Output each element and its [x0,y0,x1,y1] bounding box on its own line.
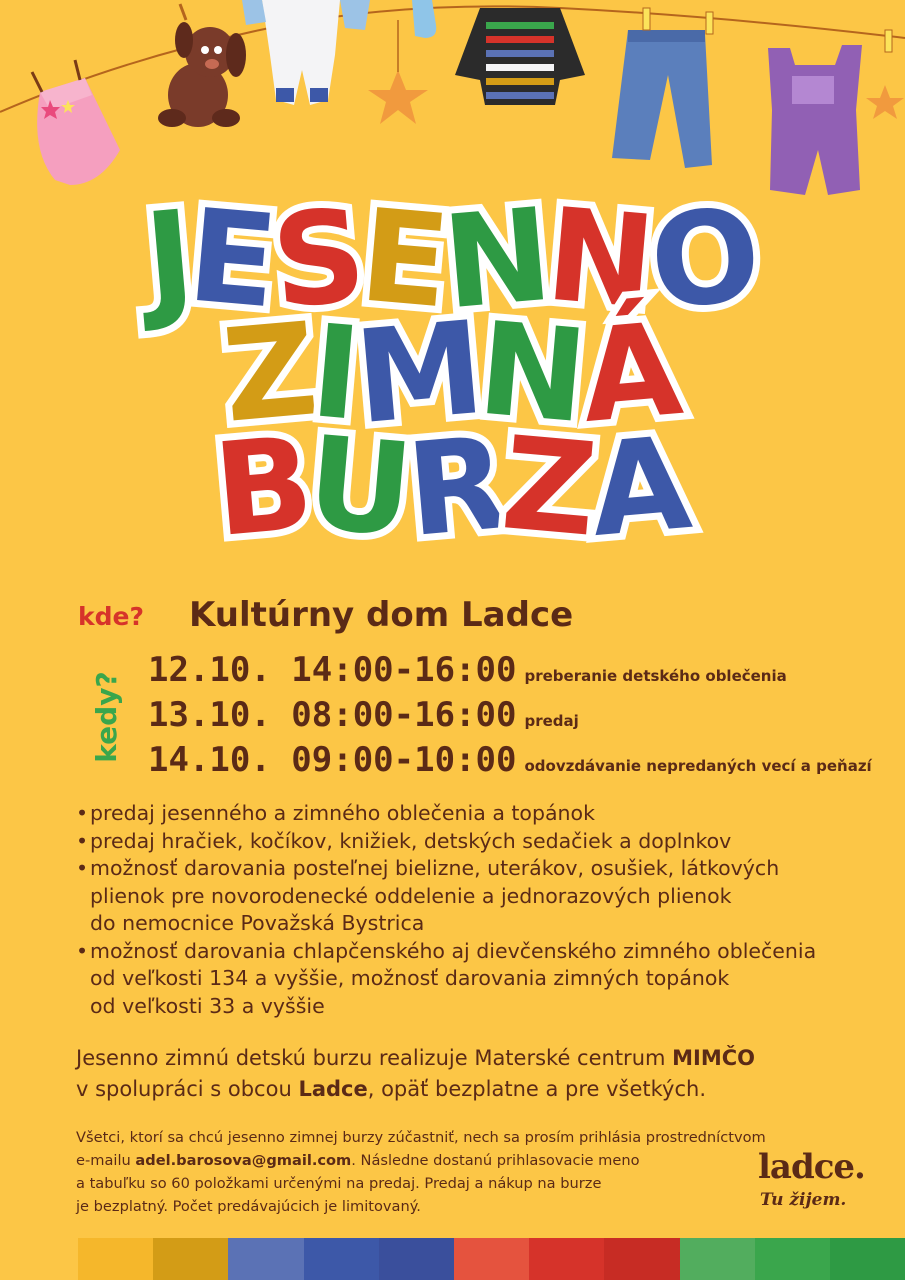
striped-sweater-icon [455,8,585,105]
organizer-text-part: , opäť bezplatne a pre všetkých. [367,1077,707,1101]
note-line: . Následne dostanú prihlasovacie meno [351,1152,640,1169]
note-line: e-mailu [76,1152,136,1169]
title-letter: Z [217,295,323,452]
title-letter: I [305,297,367,450]
stripe-segment [755,1238,830,1280]
title-letter: B [208,409,319,566]
list-item-text: do nemocnice Považská Bystrica [90,911,425,935]
offer-list [76,800,891,1020]
title-letter: S [266,181,372,338]
ladce-logo [758,1147,865,1210]
title-letter: R [401,408,513,567]
title-letter: Á [576,294,688,453]
logo-text: ladce. [758,1147,865,1187]
title-letter: A [585,408,697,567]
title-letter: N [437,180,558,339]
organizer-name: MIMČO [672,1046,756,1070]
jeans-icon [612,30,712,168]
when-note: preberanie detského oblečenia [524,667,787,685]
stripe-segment [379,1238,454,1280]
title-letter: J [139,183,200,336]
title-letter: Z [496,409,602,566]
when-datetime: 13.10. 08:00-16:00 [148,695,517,735]
title-letter: E [182,181,284,338]
teddy-bear-icon [158,4,246,127]
contact-email-link[interactable]: adel.barosova@gmail.com [135,1152,352,1169]
when-row [148,695,579,735]
title-letter: M [349,293,490,454]
stripe-segment [604,1238,679,1280]
when-datetime: 14.10. 09:00-10:00 [148,740,517,780]
when-note: odovzdávanie nepredaných vecí a peňazí [524,757,872,775]
list-item: • predaj hračiek, kočíkov, knižiek, detských sedačiek a doplnkov [76,828,891,856]
list-item-text: od veľkosti 134 a vyššie, možnosť darovania zimných topánok [90,966,730,990]
title-letter: O [644,180,766,339]
stripe-segment [830,1238,905,1280]
blue-sock-icon [412,0,436,38]
stripe-segment [228,1238,303,1280]
title-letter: N [541,180,661,339]
list-item-text: predaj jesenného a zimného oblečenia a topánok [90,801,595,825]
pink-dress-icon [32,60,120,185]
list-item-text: možnosť darovania posteľnej bielizne, uterákov, osušiek, látkových [90,856,780,880]
stripe-segment [529,1238,604,1280]
baby-onesie-icon [242,0,370,105]
list-item-text: plienok pre novorodenecké oddelenie a jednorazových plienok [90,883,732,908]
organizer-text-part: Jesenno zimnú detskú burzu realizuje Materské centrum [76,1046,673,1070]
list-item-text: od veľkosti 33 a vyššie [90,993,325,1018]
star-icon [368,70,428,124]
where-label: kde? [78,602,144,631]
when-note: predaj [524,712,579,730]
village-name: Ladce [298,1077,368,1101]
list-item-text: možnosť darovania chlapčenského aj dievčenského zimného oblečenia [90,938,817,963]
title-letter: N [473,294,593,453]
logo-tagline: Tu žijem. [760,1190,847,1210]
clothesline-illustration [0,0,905,215]
color-stripe [78,1238,905,1280]
list-item: • možnosť darovania chlapčenského aj dievčenského zimného oblečenia od veľkosti 134 a vyššie, možnosť darovania zimných topánok od veľkosti 33 a vyššie [76,938,891,1021]
list-item: • možnosť darovania posteľnej bielizne, uterákov, osušiek, látkových plienok pre novorodenecké oddelenie a jednorazových plienok do nemocnice Považská Bystrica [76,855,891,938]
stripe-segment [680,1238,755,1280]
stripe-segment [304,1238,379,1280]
note-line: a tabuľku so 60 položkami určenými na predaj. Predaj a nákup na burze [76,1175,602,1192]
when-row [148,740,872,780]
organizer-text-part: v spolupráci s obcou [76,1077,299,1101]
when-datetime: 12.10. 14:00-16:00 [148,650,517,690]
purple-overalls-icon [768,45,862,195]
stripe-segment [454,1238,529,1280]
star-icon [866,85,904,119]
note-line: Všetci, ktorí sa chcú jesenno zimnej burzy zúčastniť, nech sa prosím prihlásia prostredníctvom [76,1129,766,1146]
when-label: kedy? [90,671,123,763]
title-line-3 [0,408,905,567]
where-value: Kultúrny dom Ladce [189,595,574,635]
when-row [148,650,787,690]
title-letter: U [301,408,419,567]
title-letter: E [354,181,455,338]
note-line: je bezplatný. Počet predávajúcich je limitovaný. [76,1198,421,1215]
stripe-segment [78,1238,153,1280]
organizer-text [76,1043,891,1105]
stripe-segment [153,1238,228,1280]
list-item: • predaj jesenného a zimného oblečenia a topánok [76,800,891,828]
list-item-text: predaj hračiek, kočíkov, knižiek, detských sedačiek a doplnkov [90,828,732,853]
